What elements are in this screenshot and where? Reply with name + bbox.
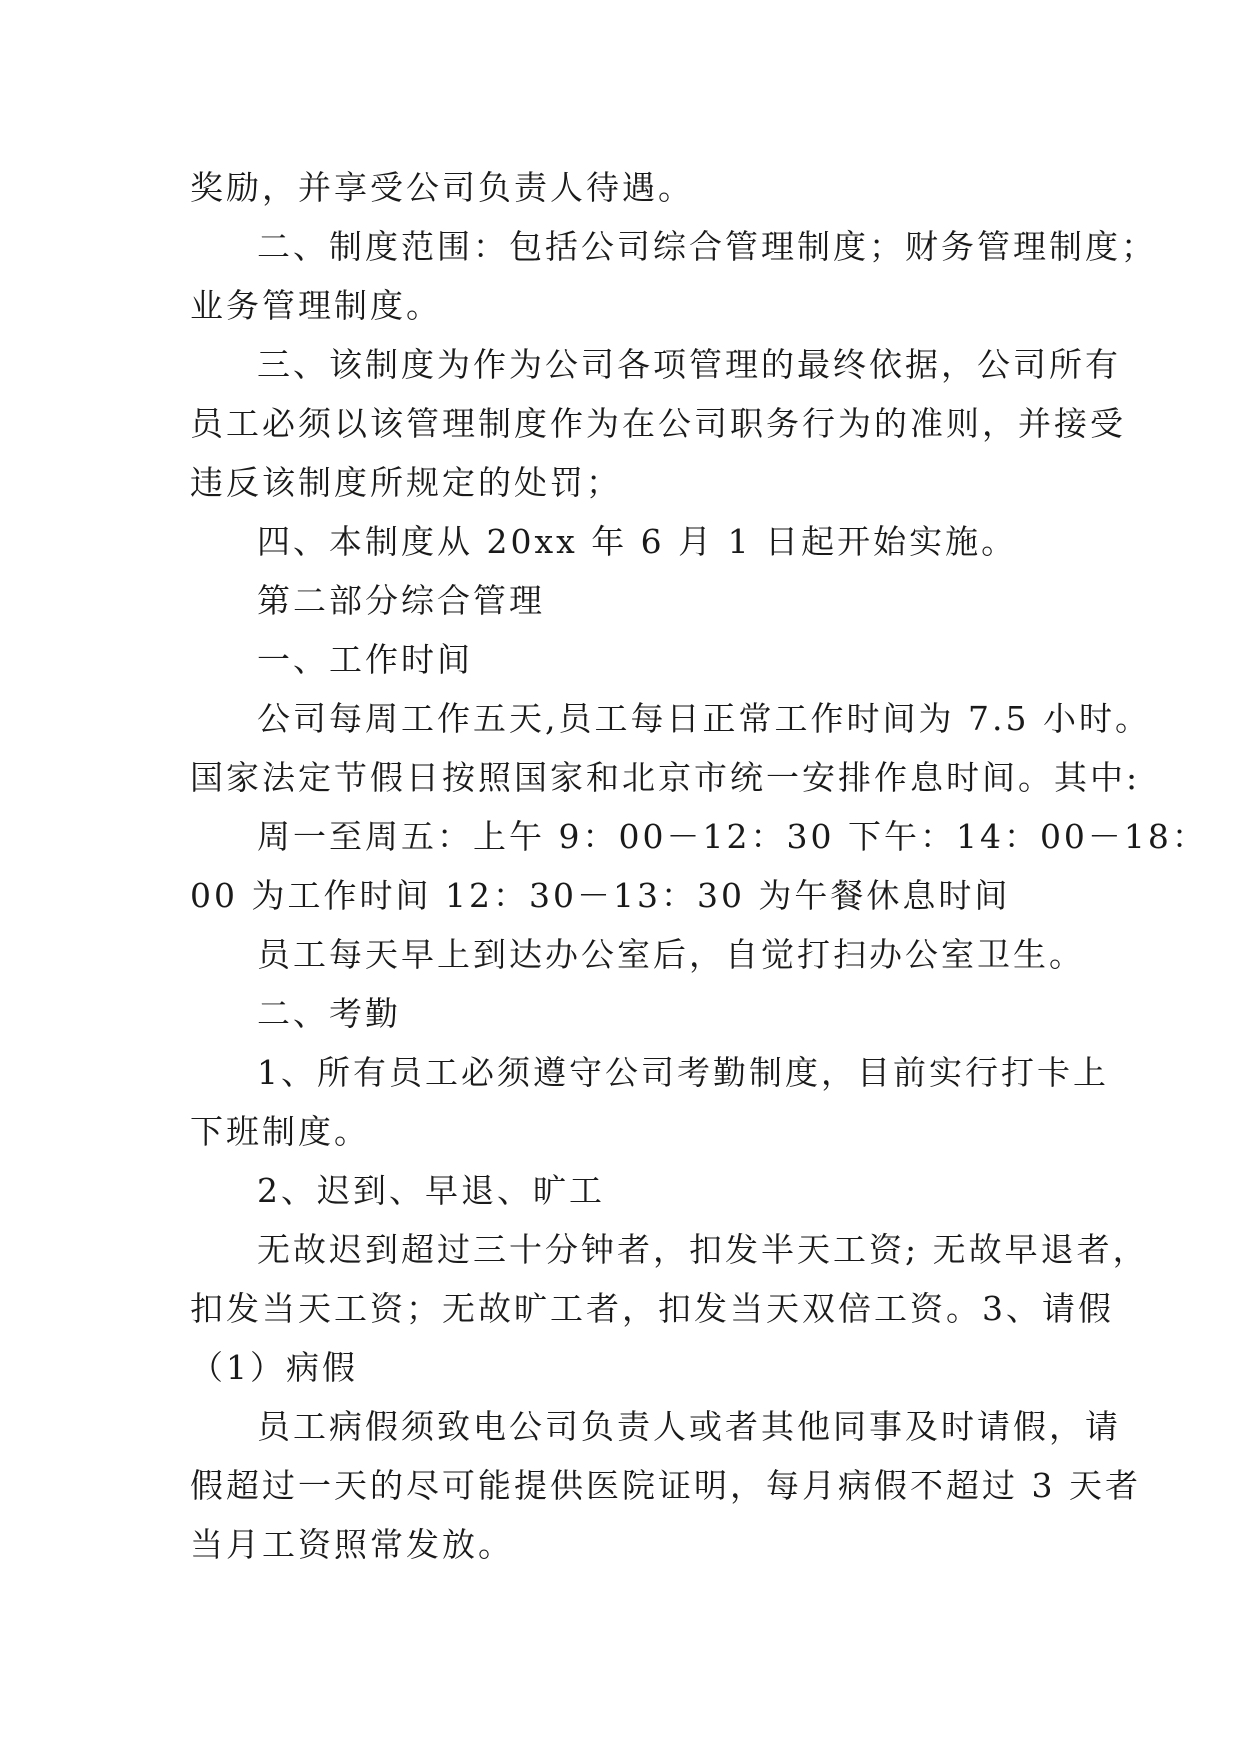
text-line: 无故迟到超过三十分钟者，扣发半天工资; 无故早退者， (257, 1230, 1149, 1269)
text-line: 二、考勤 (257, 994, 401, 1033)
text-line: 一、工作时间 (257, 640, 473, 679)
text-line: 扣发当天工资；无故旷工者，扣发当天双倍工资。3、请假 (190, 1289, 1114, 1328)
text-line: 下班制度。 (190, 1112, 370, 1151)
text-line: （1）病假 (190, 1348, 358, 1387)
text-line: 周一至周五：上午 9：00－12：30 下午：14：00－18： (257, 817, 1208, 856)
text-line: 奖励，并享受公司负责人待遇。 (190, 168, 694, 207)
text-line: 假超过一天的尽可能提供医院证明，每月病假不超过 3 天者 (190, 1466, 1141, 1505)
text-line: 公司每周工作五天,员工每日正常工作时间为 7.5 小时。 (257, 699, 1151, 738)
text-line: 当月工资照常发放。 (190, 1525, 514, 1564)
text-line: 1、所有员工必须遵守公司考勤制度，目前实行打卡上 (257, 1053, 1109, 1092)
text-line: 二、制度范围：包括公司综合管理制度；财务管理制度； (257, 227, 1157, 266)
text-line: 00 为工作时间 12：30－13：30 为午餐休息时间 (190, 876, 1011, 915)
text-line: 四、本制度从 20xx 年 6 月 1 日起开始实施。 (257, 522, 1018, 561)
text-line: 员工每天早上到达办公室后，自觉打扫办公室卫生。 (257, 935, 1085, 974)
text-line: 员工必须以该管理制度作为在公司职务行为的准则，并接受 (190, 404, 1126, 443)
document-body (190, 158, 1208, 1574)
text-line: 三、该制度为作为公司各项管理的最终依据，公司所有 (257, 345, 1121, 384)
text-line: 业务管理制度。 (190, 286, 442, 325)
text-line: 员工病假须致电公司负责人或者其他同事及时请假，请 (257, 1407, 1121, 1446)
text-line: 违反该制度所规定的处罚； (190, 463, 622, 502)
text-line: 第二部分综合管理 (257, 581, 545, 620)
text-line: 国家法定节假日按照国家和北京市统一安排作息时间。其中: (190, 758, 1141, 797)
text-line: 2、迟到、早退、旷工 (257, 1171, 605, 1210)
